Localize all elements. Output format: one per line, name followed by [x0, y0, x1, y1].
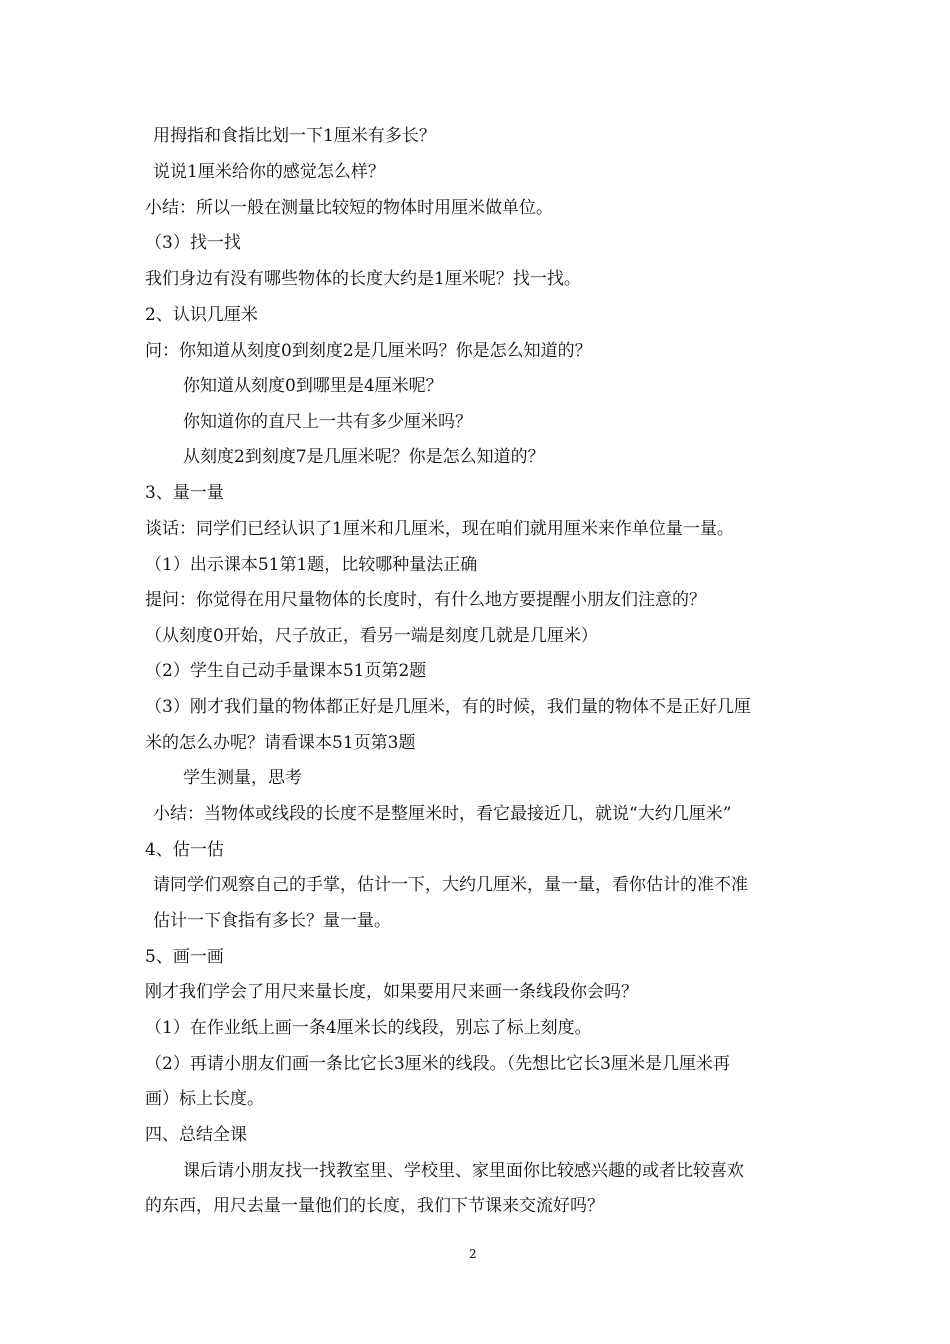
- section-heading: 四、总结全课: [145, 1125, 247, 1145]
- text-line: 提问：你觉得在用尺量物体的长度时，有什么地方要提醒小朋友们注意的？: [145, 590, 706, 610]
- text-line: 的东西，用尺去量一量他们的长度，我们下节课来交流好吗？: [145, 1196, 604, 1216]
- text-line: 你知道从刻度0到哪里是4厘米呢？: [183, 376, 443, 396]
- text-line: （3）刚才我们量的物体都正好是几厘米，有的时候，我们量的物体不是正好几厘: [145, 697, 751, 717]
- text-line: 画）标上长度。: [145, 1089, 264, 1109]
- text-line: 小结：当物体或线段的长度不是整厘米时，看它最接近几，就说“大约几厘米”: [153, 804, 732, 824]
- text-line: 你知道你的直尺上一共有多少厘米吗？: [183, 412, 472, 432]
- text-line: 学生测量，思考: [183, 768, 302, 788]
- section-heading: （3）找一找: [145, 233, 241, 253]
- text-line: 刚才我们学会了用尺来量长度，如果要用尺来画一条线段你会吗？: [145, 982, 638, 1002]
- section-heading: 3、量一量: [145, 483, 224, 503]
- text-line: 估计一下食指有多长？量一量。: [153, 911, 391, 931]
- section-heading: 4、估一估: [145, 840, 224, 860]
- text-line: （从刻度0开始，尺子放正，看另一端是刻度几就是几厘米）: [145, 626, 598, 646]
- text-line: 说说1厘米给你的感觉怎么样？: [153, 162, 385, 182]
- section-heading: 5、画一画: [145, 947, 224, 967]
- page-number: 2: [469, 1247, 477, 1261]
- text-line: 谈话：同学们已经认识了1厘米和几厘米，现在咱们就用厘米来作单位量一量。: [145, 519, 734, 539]
- text-line: （1）在作业纸上画一条4厘米长的线段，别忘了标上刻度。: [145, 1018, 592, 1038]
- text-line: （2）再请小朋友们画一条比它长3厘米的线段。（先想比它长3厘米是几厘米再: [145, 1054, 730, 1074]
- text-line: 课后请小朋友找一找教室里、学校里、家里面你比较感兴趣的或者比较喜欢: [183, 1161, 744, 1181]
- text-line: 请同学们观察自己的手掌，估计一下，大约几厘米，量一量，看你估计的准不准: [153, 875, 748, 895]
- text-line: （2）学生自己动手量课本51页第2题: [145, 661, 427, 681]
- text-line: 用拇指和食指比划一下1厘米有多长？: [153, 126, 436, 146]
- section-heading: 2、认识几厘米: [145, 305, 258, 325]
- text-line: 从刻度2到刻度7是几厘米呢？你是怎么知道的？: [183, 447, 545, 467]
- text-line: （1）出示课本51第1题，比较哪种量法正确: [145, 555, 478, 575]
- text-line: 问：你知道从刻度0到刻度2是几厘米吗？你是怎么知道的？: [145, 341, 592, 361]
- text-line: 我们身边有没有哪些物体的长度大约是1厘米呢？找一找。: [145, 269, 581, 289]
- text-line: 小结：所以一般在测量比较短的物体时用厘米做单位。: [145, 198, 553, 218]
- text-line: 米的怎么办呢？请看课本51页第3题: [145, 733, 416, 753]
